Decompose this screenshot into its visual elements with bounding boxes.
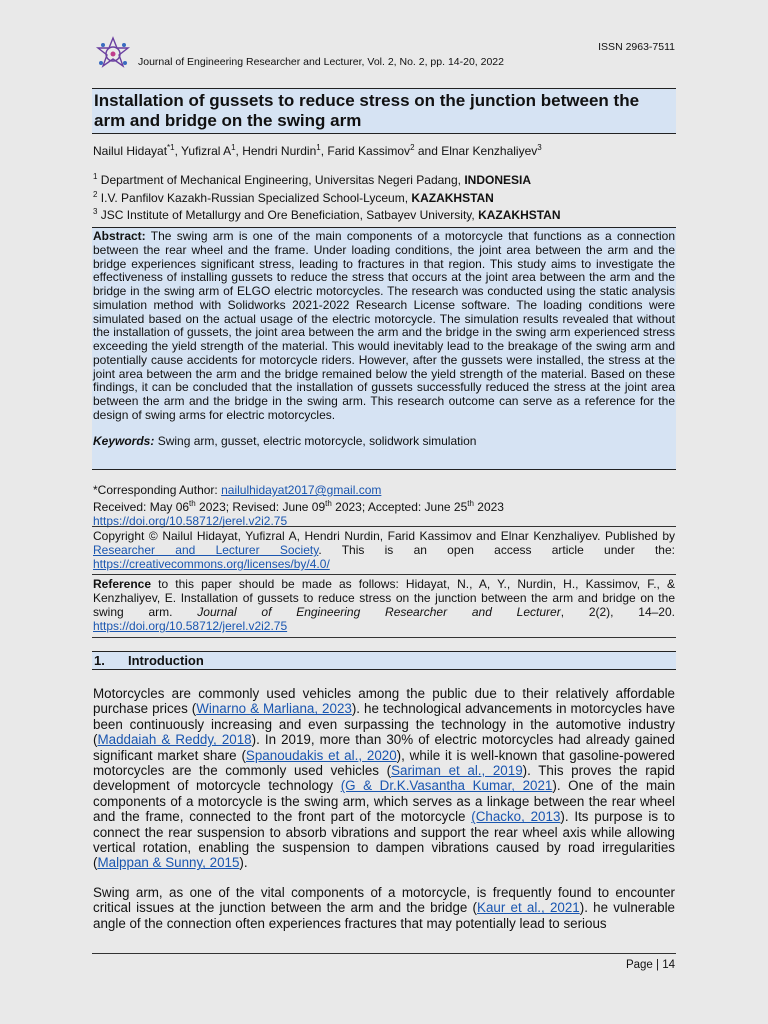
dates xyxy=(93,497,675,514)
divider xyxy=(92,526,676,527)
section-title: Introduction xyxy=(128,653,204,668)
affiliation xyxy=(93,205,561,223)
paragraph-run: ). he vulnerable angle of the connection often experiences fractures that may potentially lead to serious xyxy=(93,900,676,931)
citation-link[interactable]: Spanoudakis et al., 2020 xyxy=(245,747,397,763)
citation-link[interactable]: Kaur et al., 2021 xyxy=(477,900,580,916)
keywords-label: Keywords: xyxy=(93,433,155,448)
license-link[interactable]: https://creativecommons.org/licenses/by/4.0/ xyxy=(93,557,330,571)
keywords xyxy=(93,435,675,449)
journal-logo-icon xyxy=(94,36,132,72)
date-sup: th xyxy=(467,499,474,508)
paragraph xyxy=(93,885,675,931)
paragraph-text xyxy=(93,885,675,931)
section-heading xyxy=(92,651,676,670)
paragraph-run: Motorcycles are commonly used vehicles among the public due to their relatively affordable purchase prices ( xyxy=(93,686,675,717)
reference-label: Reference xyxy=(93,577,152,591)
divider xyxy=(92,574,676,575)
citation-link[interactable]: Maddaiah & Reddy, 2018 xyxy=(97,732,252,748)
affiliation-num: 2 xyxy=(93,189,98,199)
abstract-box xyxy=(92,227,676,470)
author-name: , Farid Kassimov xyxy=(320,144,411,158)
author-sup: *1 xyxy=(167,143,175,152)
author-sup: 1 xyxy=(231,143,236,152)
paragraph-run: ). Its purpose is to connect the rear suspension to absorb vibrations and support the rear wheel axis while allowing vertical rotation, enabling the suspension to dampen vibrations caused by road irregularities ( xyxy=(93,809,675,871)
affiliation xyxy=(93,170,561,188)
abstract-label: Abstract: xyxy=(93,229,146,243)
corresponding-author xyxy=(93,483,675,497)
affiliation-text: I.V. Panfilov Kazakh-Russian Specialized School-Lyceum, xyxy=(97,190,412,205)
author-name: and Elnar Kenzhaliyev xyxy=(414,144,538,158)
affiliation-text: JSC Institute of Metallurgy and Ore Beneficiation, Satbayev University, xyxy=(97,208,479,222)
affiliation-num: 3 xyxy=(93,207,98,216)
affiliations xyxy=(93,170,561,223)
paragraph-run: ), while it is well-known that gasoline-powered motorcycles are the commonly used vehicles ( xyxy=(93,747,675,779)
corr-email-link[interactable]: nailulhidayat2017@gmail.com xyxy=(221,483,382,497)
reference xyxy=(93,577,675,633)
abstract-text: The swing arm is one of the main components of a motorcycle that functions as a connection between the rear wheel and the frame. Under loading conditions, the joint area between the arm and the bridge experiences significant stress, leading to fractures in that region. This study aims to investigate the effectiveness of installing gussets to reduce the stress that occurs at the joint area between the arm and the bridge in the swing arm of ELGO electric motorcycles. The research was conducted using the static analysis simulation method with Solidworks 2021-2022 Research License software. The loading conditions were simulated based on the actual usage of the electric motorcycle. The simulation results revealed that without the installation of gussets, the joint area between the arm and the bridge in the swing arm experienced stress exceeding the yield strength of the material. This would inevitably lead to the breakage of the swing arm and potentially cause accidents for motorcycle riders. However, after the gussets were installed, the stress at the joint area between the arm and the bridge remained below the yield strength of the material. Based on these findings, it can be concluded that the installation of gussets successfully reduced the stress at the joint area between the arm and the bridge in the swing arm. This research outcome can serve as a reference for the design of swing arms for electric motorcycles. xyxy=(93,229,675,422)
copyright-text: Copyright © Nailul Hidayat, Yufizral A, Hendri Nurdin, Farid Kassimov and Elnar Kenzhaliyev. Published by xyxy=(93,529,675,543)
reference-doi-link[interactable]: https://doi.org/10.58712/jerel.v2i2.75 xyxy=(93,619,288,633)
paragraph-run: ). One of the main components of a motorcycle is the swing arm, which serves as a linkage between the rear wheel and the frame, connected to the front part of the motorcycle xyxy=(93,778,676,825)
corr-label: *Corresponding Author: xyxy=(93,483,222,497)
journal-citation: Journal of Engineering Researcher and Lecturer, Vol. 2, No. 2, pp. 14-20, 2022 xyxy=(138,56,504,68)
citation-link[interactable]: Sariman et al., 2019 xyxy=(391,763,523,779)
affiliation-num: 1 xyxy=(93,172,98,181)
affiliation-country: INDONESIA xyxy=(464,173,532,187)
author-sup: 2 xyxy=(410,143,415,152)
paragraph-run: Swing arm, as one of the vital components of a motorcycle, is frequently found to encounter critical issues at the junction between the arm and the bridge ( xyxy=(93,885,675,916)
reference-journal: Journal of Engineering Researcher and Lecturer xyxy=(197,605,561,619)
keywords-text: Swing arm, gusset, electric motorcycle, solidwork simulation xyxy=(154,433,477,448)
society-link[interactable]: Researcher and Lecturer Society xyxy=(93,543,319,557)
section-number: 1. xyxy=(94,653,105,668)
article-meta xyxy=(93,483,675,528)
accepted-year: 2023 xyxy=(473,500,504,514)
citation-link[interactable]: Winarno & Marliana, 2023 xyxy=(196,701,352,717)
copyright xyxy=(93,529,675,571)
revised-date: 2023; Revised: June 09 xyxy=(195,500,326,514)
authors xyxy=(93,143,542,158)
date-sup: th xyxy=(325,499,332,508)
author-name: , Yufizral A xyxy=(174,144,232,158)
paragraph-run: ). xyxy=(239,855,248,871)
paragraph-run: ). In 2019, more than 30% of electric motorcycles had already gained significant market share ( xyxy=(93,732,675,763)
affiliation-text: Department of Mechanical Engineering, Universitas Negeri Padang, xyxy=(97,173,465,187)
doi-link[interactable]: https://doi.org/10.58712/jerel.v2i2.75 xyxy=(93,514,288,528)
received-date: Received: May 06 xyxy=(93,500,190,514)
paragraph-text xyxy=(93,686,675,871)
author-name: Nailul Hidayat xyxy=(93,144,168,158)
abstract xyxy=(93,230,675,423)
affiliation-country: KAZAKHSTAN xyxy=(411,190,494,205)
paper-title: Installation of gussets to reduce stress on the junction between the arm and bridge on the swing arm xyxy=(94,91,640,130)
date-sup: th xyxy=(189,499,196,508)
copyright-text: . This is an open access article under the: xyxy=(318,543,675,557)
divider xyxy=(92,637,676,638)
page-number: Page | 14 xyxy=(625,959,675,971)
citation-link[interactable]: Malppan & Sunny, 2015 xyxy=(97,855,240,871)
citation-link[interactable]: (G & Dr.K.Vasantha Kumar, 2021 xyxy=(340,778,553,794)
author-sup: 3 xyxy=(537,143,542,152)
title-box xyxy=(92,88,676,134)
reference-text: to this paper should be made as follows: Hidayat, N., A, Y., Nurdin, H., Kassimov, F., & Kenzhaliyev, E. Installation of gussets to reduce stress on the junction between the arm and bridge on the swing arm. xyxy=(93,577,675,619)
issn: ISSN 2963-7511 xyxy=(598,41,675,53)
affiliation xyxy=(93,188,561,206)
author-name: , Hendri Nurdin xyxy=(235,144,317,158)
footer-divider xyxy=(92,953,676,954)
citation-link[interactable]: (Chacko, 2013 xyxy=(471,809,561,825)
reference-text: , 2(2), 14–20. xyxy=(560,605,675,619)
accepted-date: 2023; Accepted: June 25 xyxy=(331,500,468,514)
affiliation-country: KAZAKHSTAN xyxy=(478,208,561,222)
author-sup: 1 xyxy=(316,143,321,152)
paragraph-run: ). This proves the rapid development of motorcycle technology xyxy=(93,763,675,794)
paragraph xyxy=(93,686,675,871)
paragraph-run: ). he technological advancements in motorcycles have been continuously increasing and even surpassing the technology in the automotive industry ( xyxy=(93,701,675,748)
